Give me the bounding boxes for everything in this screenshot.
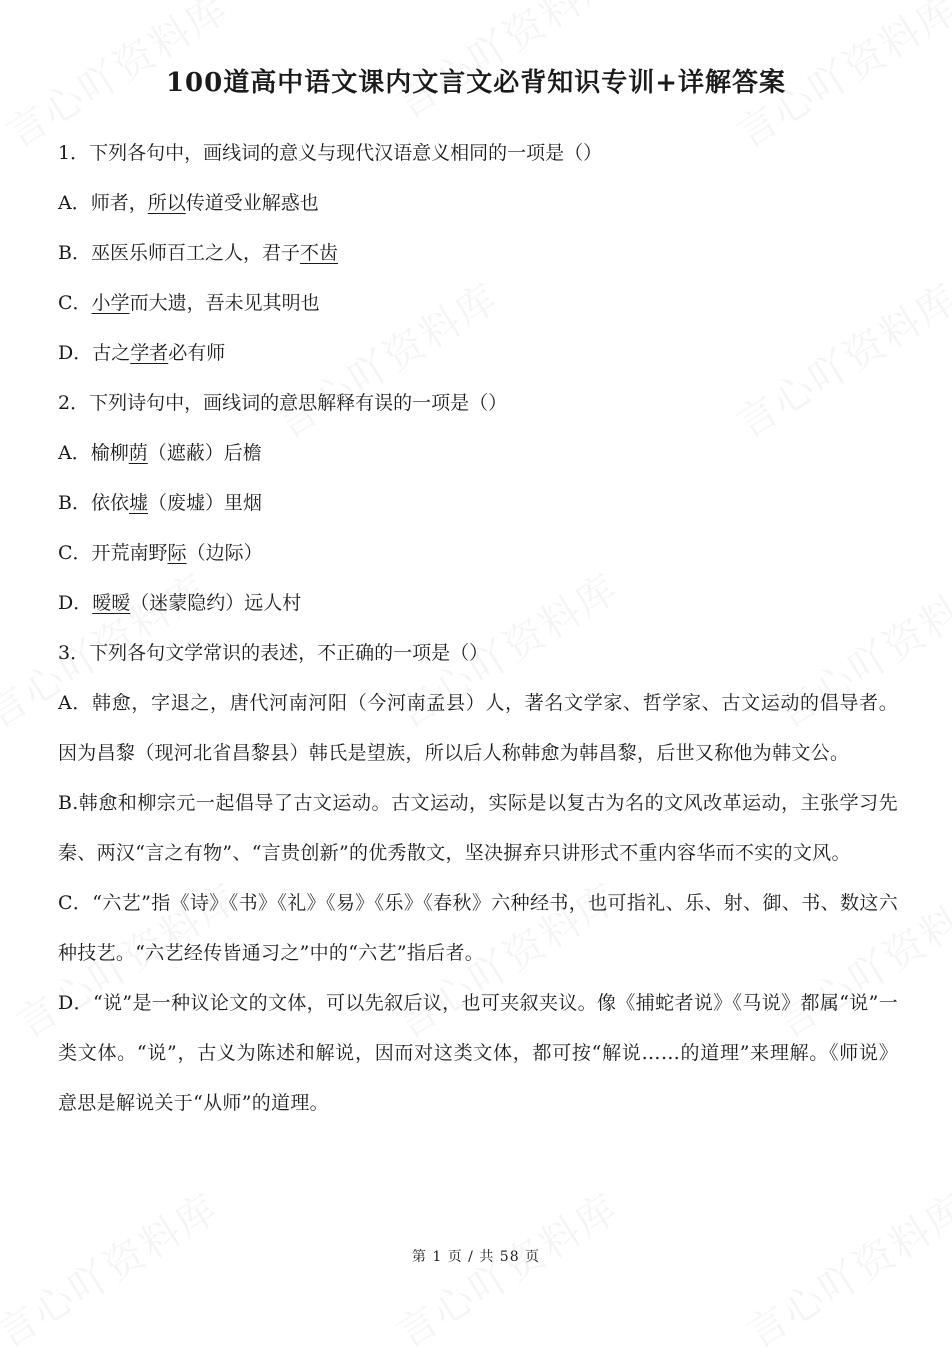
question-stem: 1．下列各句中，画线词的意义与现代汉语意义相同的一项是（）: [58, 142, 603, 164]
underlined-word: 暧暧: [92, 592, 131, 614]
underlined-word: 墟: [128, 492, 148, 514]
option-b: B．巫医乐师百工之人，君子不齿: [58, 242, 338, 264]
underlined-word: 不齿: [299, 242, 338, 264]
question-3: [58, 628, 898, 1128]
question-stem: 3．下列各句文学常识的表述，不正确的一项是（）: [58, 642, 489, 664]
option-d: D．“说”是一种议论文的文体，可以先叙后议，也可夹叙夹议。像《捕蛇者说》《马说》都属“说”一类文体。“说”，古义为陈述和解说，因而对这类文体，都可按“解说……的道理”来理解。《师说》意思是解说关于“从师”的道理。: [58, 992, 898, 1114]
question-list: [58, 128, 898, 1128]
option-b: B．依依墟（废墟）里烟: [58, 492, 262, 514]
option-c: C．开荒南野际（边际）: [58, 542, 263, 564]
option-a: A．师者，所以传道受业解惑也: [58, 192, 319, 214]
option-c: C．“六艺”指《诗》《书》《礼》《易》《乐》《春秋》六种经书，也可指礼、乐、射、御、书、数这六种技艺。“六艺经传皆通习之”中的“六艺”指后者。: [58, 892, 898, 964]
question-2: [58, 378, 898, 628]
underlined-word: 荫: [128, 442, 148, 464]
option-d: D．古之学者必有师: [58, 342, 226, 364]
option-a: A．榆柳荫（遮蔽）后檐: [58, 442, 262, 464]
option-c: C．小学而大遗，吾未见其明也: [58, 292, 320, 314]
underlined-word: 学者: [130, 342, 169, 364]
document-title: 100道高中语文课内文言文必背知识专训+详解答案: [165, 68, 787, 98]
question-1: [58, 128, 898, 378]
question-stem: 2．下列诗句中，画线词的意思解释有误的一项是（）: [58, 392, 508, 414]
option-a: A．韩愈，字退之，唐代河南河阳（今河南孟县）人，著名文学家、哲学家、古文运动的倡导者。因为昌黎（现河北省昌黎县）韩氏是望族，所以后人称韩愈为韩昌黎，后世又称他为韩文公。: [58, 692, 898, 764]
underlined-word: 所以: [147, 192, 186, 214]
underlined-word: 际: [167, 542, 187, 564]
underlined-word: 小学: [91, 292, 130, 314]
option-d: D．暧暧（迷蒙隐约）远人村: [58, 592, 302, 614]
page-footer: 第 1 页 / 共 58 页: [411, 1249, 541, 1265]
option-b: B.韩愈和柳宗元一起倡导了古文运动。古文运动，实际是以复古为名的文风改革运动，主张学习先秦、两汉“言之有物”、“言贵创新”的优秀散文，坚决摒弃只讲形式不重内容华而不实的文风。: [58, 792, 898, 864]
